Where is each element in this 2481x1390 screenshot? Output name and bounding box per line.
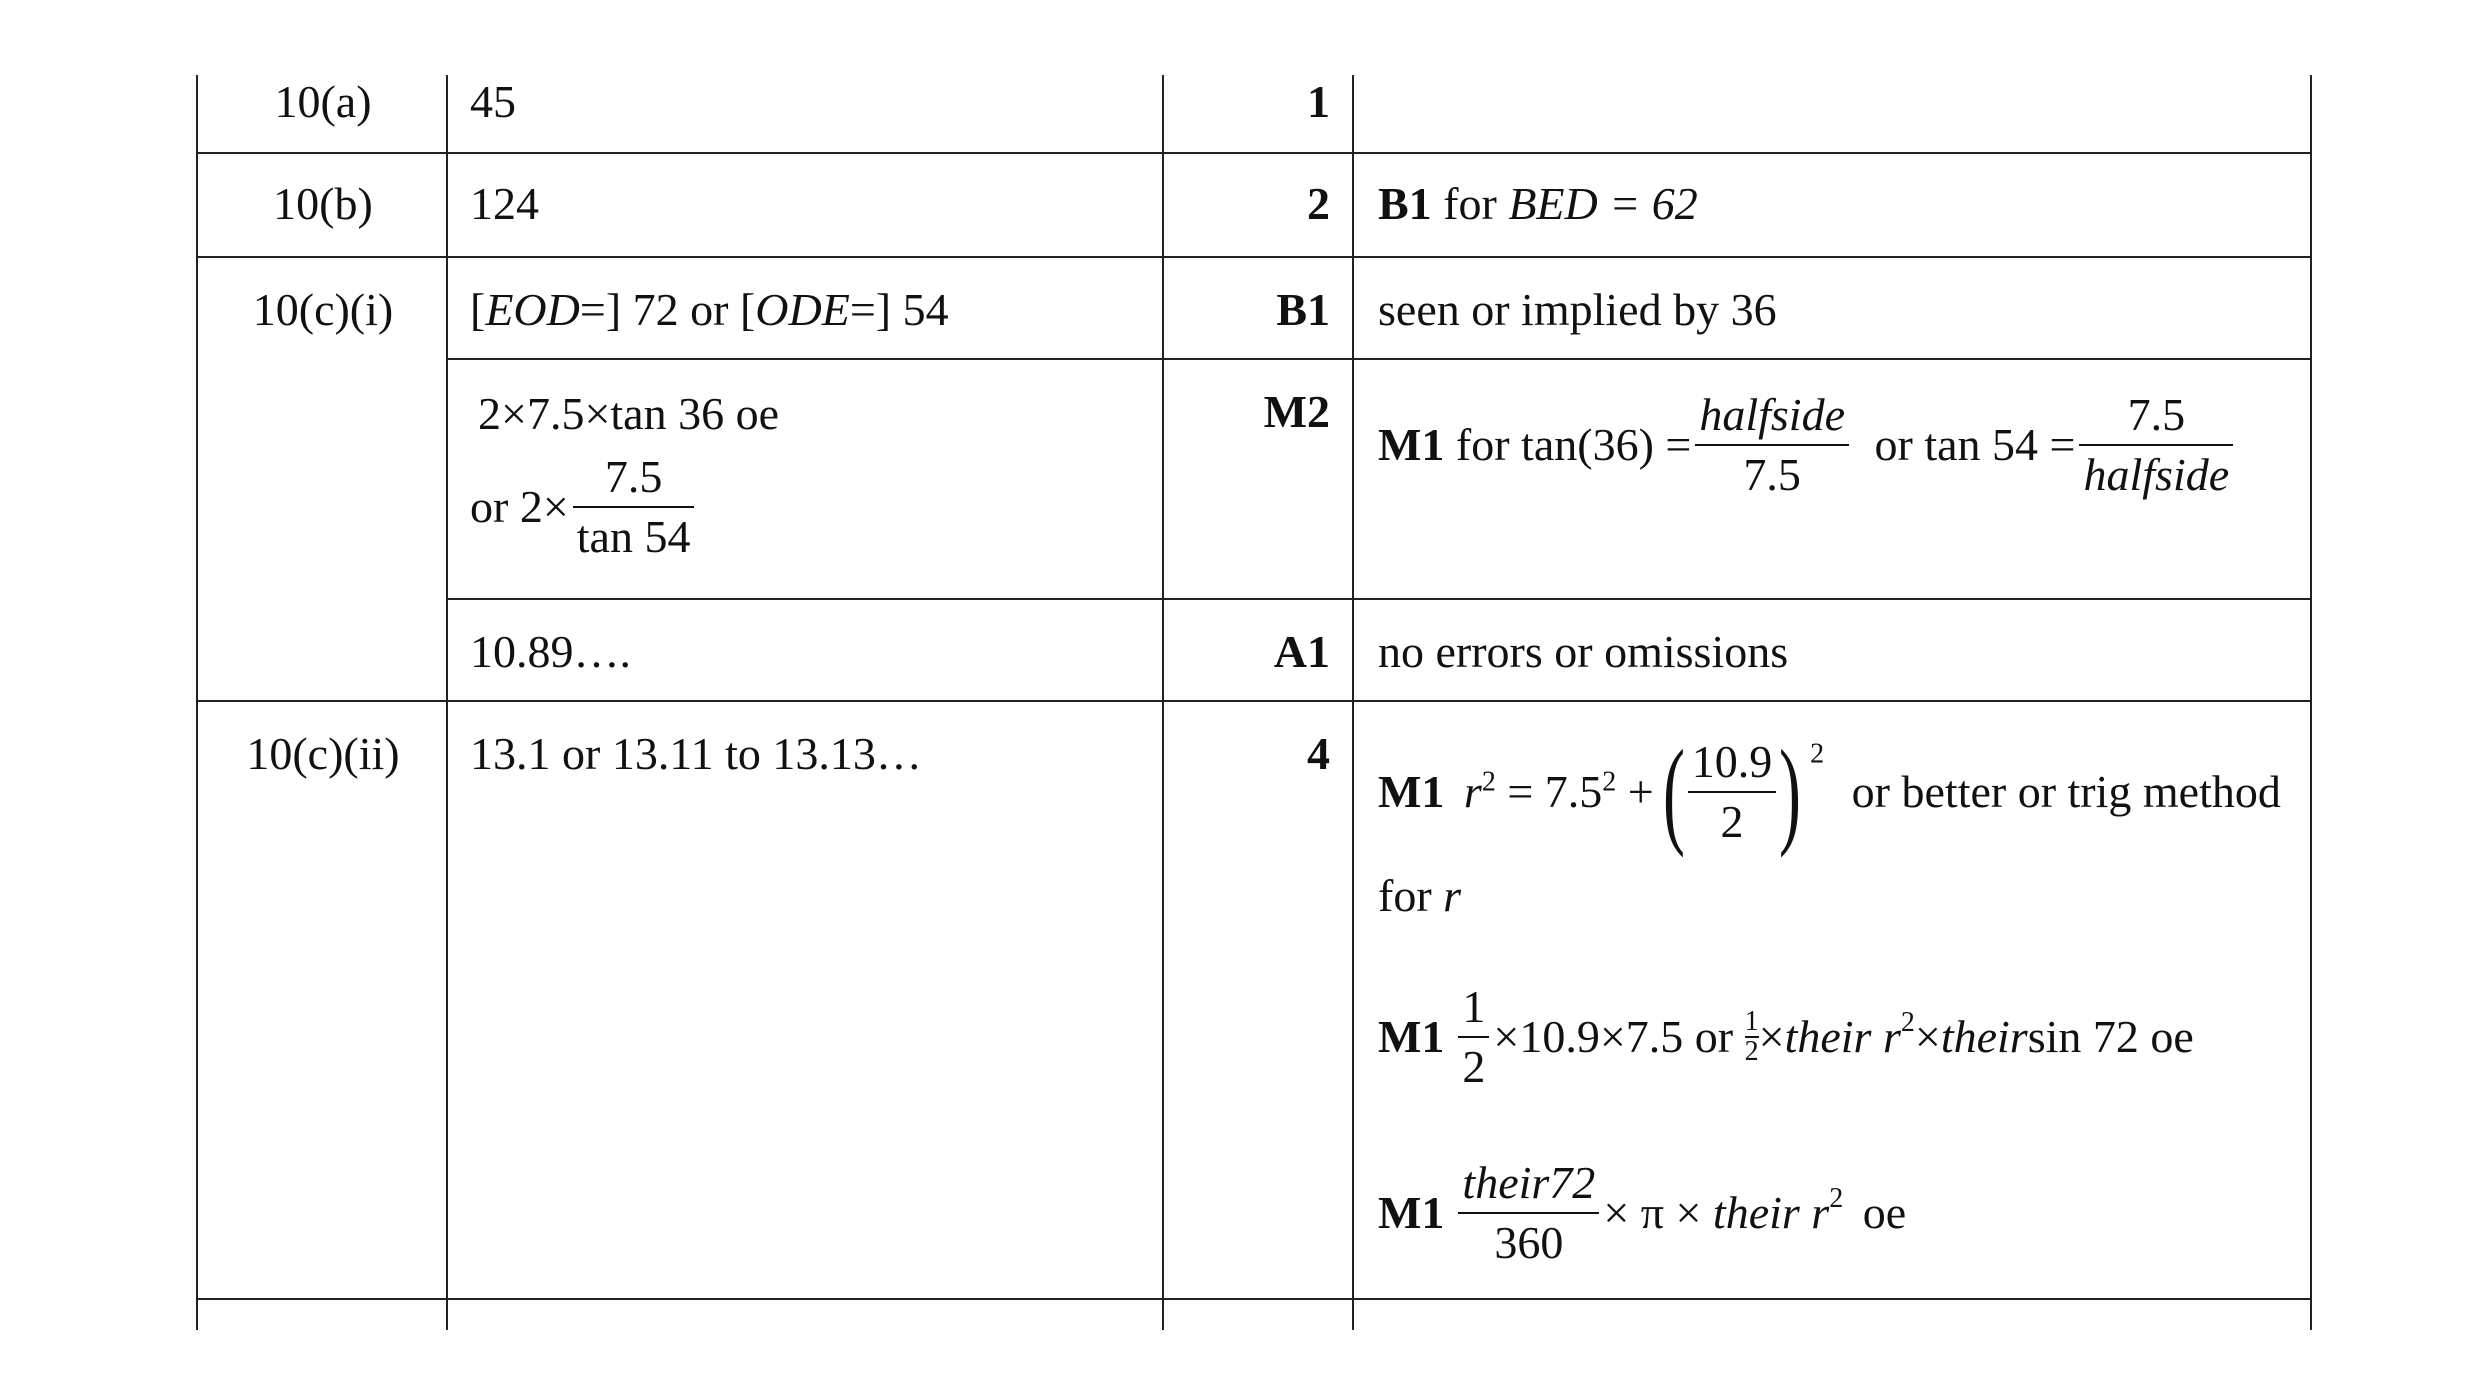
mark-code: M1 [1378,419,1445,470]
denominator: 2 [1744,1036,1759,1067]
their-text: their [1940,1011,2028,1062]
col-line-marks [1352,75,1354,1330]
mark-10ci-a1: A1 [1273,626,1330,677]
numerator: 7.5 [2079,386,2233,446]
answer-line: 2×7.5×tan 36 oe [478,388,779,439]
col-line-left [196,75,198,1330]
mark-code: B1 [1378,178,1432,229]
guidance-10ci-b1: seen or implied by 36 [1378,284,1777,335]
mark-10b: 2 [1307,178,1330,229]
numerator: 7.5 [573,448,695,508]
row-line [196,256,2312,258]
mark-10ci-m2: M2 [1263,386,1330,437]
answer-text: =] 54 [849,284,949,335]
guidance-10b [1378,176,1698,232]
angle-eod: EOD [485,284,580,335]
var-r: r [1463,766,1482,817]
fraction [1695,386,1849,504]
denominator: 2 [1462,1041,1486,1092]
question-10ci: 10(c)(i) [252,284,394,335]
guidance-expression: BED = 62 [1508,178,1698,229]
answer-10ci-angles [470,282,949,338]
numerator: 10.9 [1688,733,1777,793]
guidance-10cii-step1-line2 [1378,868,1461,924]
mark-10ci-b1: B1 [1276,284,1330,335]
answer-10ci-value: 10.89…. [470,626,631,677]
fraction [573,448,695,566]
fraction [1458,978,1489,1096]
question-10a: 10(a) [274,76,372,127]
guidance-text: for tan(36) = [1455,419,1692,470]
mark-code: M1 [1378,1011,1445,1062]
paren-open: ( [1662,725,1685,858]
plus-sign: + [1627,766,1654,817]
guidance-10ci-a1: no errors or omissions [1378,626,1789,677]
col-line-question [446,75,448,1330]
equation-text: = 7.5 [1507,766,1603,817]
angle-ode: ODE [755,284,850,335]
numerator: their72 [1458,1154,1599,1214]
times-sign: × [1758,1011,1785,1062]
their-r: their r [1784,1011,1901,1062]
answer-10cii: 13.1 or 13.11 to 13.13… [470,728,922,779]
equation-text: ×10.9×7.5 or [1493,1011,1734,1062]
guidance-text: or tan 54 = [1874,419,2076,470]
denominator: 7.5 [1743,449,1801,500]
their-r: their r [1712,1187,1830,1238]
numerator: 1 [1458,978,1489,1038]
guidance-text: or better or trig method [1851,766,2281,817]
guidance-10cii-step2: M1 $\frac{1}{2}$ ×10.9×7.5 or $\frac{1}{2}$ ×their $r^2\times theirsin$ 72 oe [1378,978,2194,1096]
numerator: 1 [1744,1006,1759,1037]
fraction [1688,733,1777,851]
answer-alt [470,448,779,566]
fraction [1458,1154,1599,1272]
question-10cii: 10(c)(ii) [246,728,400,779]
question-10b: 10(b) [273,178,373,229]
equation-text: sin 72 oe [2027,1011,2194,1062]
guidance-text: for [1443,178,1497,229]
answer-text: =] 72 or [ [579,284,756,335]
answer-text: or 2× [470,481,569,532]
guidance-10cii-step3: M1 $\frac{\text{their72}}{360}$ × π × their $r^2$ oe [1378,1154,1906,1272]
col-line-answer [1162,75,1164,1330]
guidance-10cii-step1: M1 $r^2 = 7.5^2$ +( $\frac{10.9}{2}$ ) $^2$ or better or trig method [1378,725,2281,858]
paren-close: ) [1779,725,1802,858]
times-sign: × [1914,1011,1941,1062]
mark-10a: 1 [1307,76,1330,127]
row-line [446,358,2312,360]
mark-code: M1 [1378,1187,1445,1238]
answer-text: [ [470,284,486,335]
guidance-10ci-m2 [1378,386,2237,504]
row-line [196,700,2312,702]
var-r: r [1443,870,1462,921]
equation-text: oe [1862,1187,1907,1238]
guidance-text: for [1378,870,1432,921]
denominator: 360 [1494,1217,1564,1268]
mark-code: M1 [1378,766,1445,817]
equation: $r^2 = 7.5^2$ + [1463,766,1654,817]
denominator: tan 54 [576,511,691,562]
answer-10ci-side [470,384,779,566]
answer-10a: 45 [470,76,516,127]
fraction [2079,386,2233,504]
answer-10b: 124 [470,178,539,229]
equation-text: × π × [1603,1187,1702,1238]
col-line-right [2310,75,2312,1330]
denominator: 2 [1720,796,1744,847]
mini-fraction [1745,1008,1759,1066]
row-line [196,152,2312,154]
numerator: halfside [1695,386,1849,446]
row-line [446,598,2312,600]
row-line [196,1298,2312,1300]
denominator: halfside [2083,449,2230,500]
mark-10cii: 4 [1307,728,1330,779]
